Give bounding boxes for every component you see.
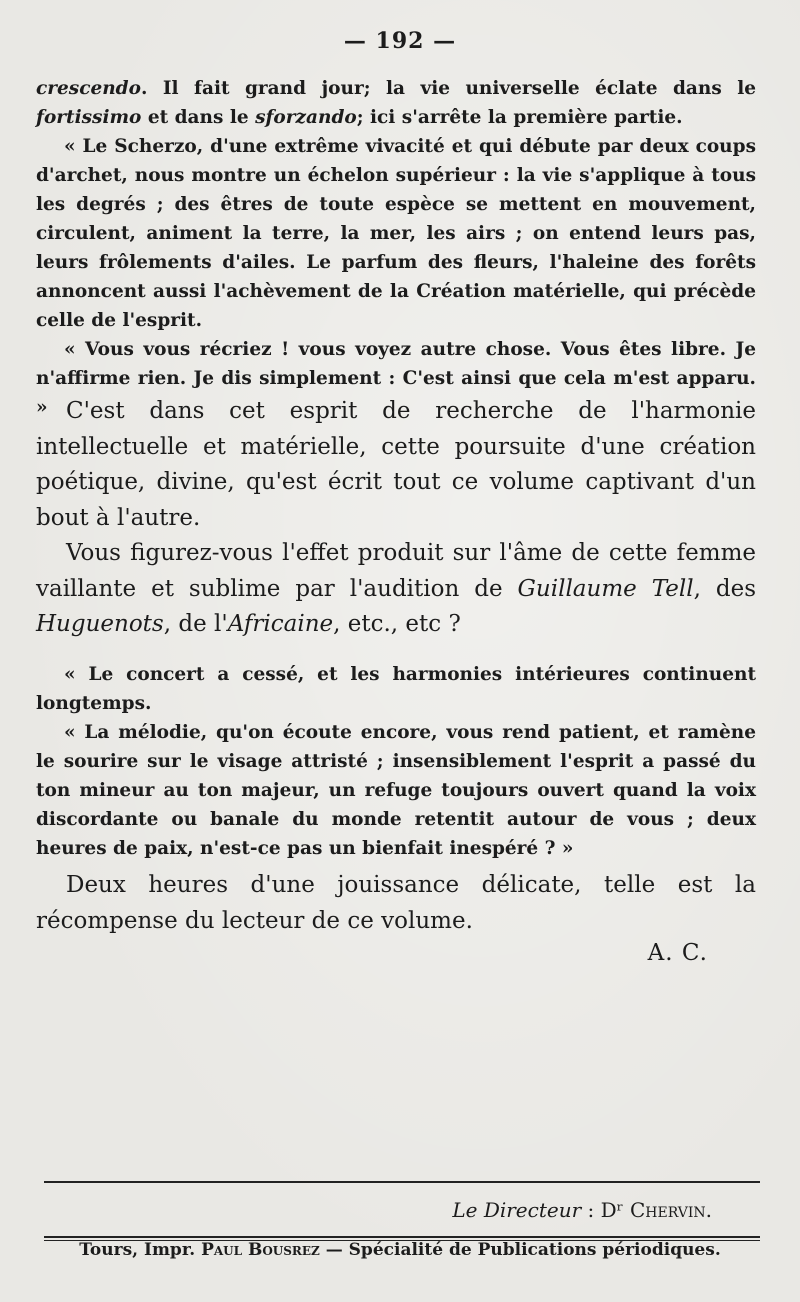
quote2-paragraph-1: « Le concert a cessé, et les harmonies intérieures continuent longtemps. [36,664,756,714]
body-paragraph-2: Vous figurez-vous l'effet produit sur l'âme de cette femme vaillante et sublime par l'audition de Guillaume Tell, des Huguenots, de l'Africaine, etc., etc ? [36,540,757,637]
signature-initials: A. C. [647,940,708,966]
page-number: — 192 — [343,28,457,54]
quote2-paragraph-2: « La mélodie, qu'on écoute encore, vous rend patient, et ramène le sourire sur le visage attristé ; insensiblement l'esprit a passé du ton mineur au ton majeur, un refuge toujours ouvert quand la voix discordante ou banale du monde retentit autour de vous ; deux heures de paix, n'est-ce pas un bienfait inespéré ? » [36,722,756,859]
footer-rule-double-a [44,1236,760,1238]
quoted-passage-2 [36,660,756,863]
quote-paragraph-2: « Le Scherzo, d'une extrême vivacité et qui débute par deux coups d'archet, nous montre un échelon supérieur : la vie s'applique à tous les degrés ; des êtres de toute espèce se mettent en mouvement, circulent, animent la terre, la mer, les airs ; on entend leurs pas, leurs frôlements d'ailes. Le parfum des fleurs, l'haleine des forêts annoncent aussi l'achèvement de la Création matérielle, qui précède celle de l'esprit. [36,136,756,331]
printer-imprint: Tours, Impr. Paul Bousrez — Spécialité de Publications périodiques. [79,1240,721,1260]
body-paragraph-1: C'est dans cet esprit de recherche de l'harmonie intellectuelle et matérielle, cette poursuite d'une création poétique, divine, qu'est écrit tout ce volume captivant d'un bout à l'autre. [36,398,756,531]
director-line: Le Directeur : Dʳ Chervin. [452,1198,712,1222]
body-paragraph-3: Deux heures d'une jouissance délicate, telle est la récompense du lecteur de ce volume. [36,872,756,934]
footer-rule-top [44,1181,760,1183]
quote-paragraph-3: « Vous vous récriez ! vous voyez autre chose. Vous êtes libre. Je n'affirme rien. Je dis simplement : C'est ainsi que cela m'est apparu. » [36,339,756,418]
body-section-1 [36,394,756,643]
quote-paragraph-1: crescendo. Il fait grand jour; la vie universelle éclate dans le fortissimo et dans le sforzando; ici s'arrête la première partie. [36,78,756,128]
quoted-passage-1 [36,74,756,422]
body-section-2 [36,868,756,939]
